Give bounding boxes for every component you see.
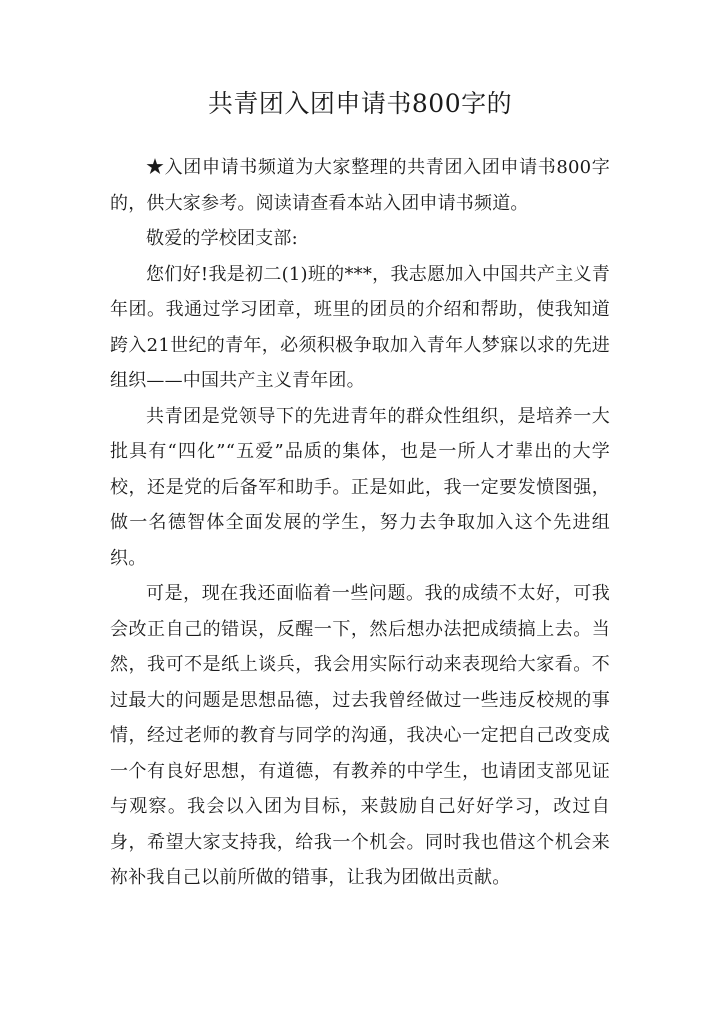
body-paragraph-3: 可是，现在我还面临着一些问题。我的成绩不太好，可我会改正自己的错误，反醒一下，然后想办法把成绩搞上去。当然，我可不是纸上谈兵，我会用实际行动来表现给大家看。不过最大的问题是思想品德，过去我曾经做过一些违反校规的事情，经过老师的教育与同学的沟通，我决心一定把自己改变成一个有良好思想，有道德，有教养的中学生，也请团支部见证与观察。我会以入团为目标，来鼓励自己好好学习，改过自身，希望大家支持我，给我一个机会。同时我也借这个机会来祢补我自己以前所做的错事，让我为团做出贡献。 [110,583,610,888]
document-page [110,80,610,896]
salutation-paragraph: 敬爱的学校团支部: [146,228,298,249]
body-paragraph-1: 您们好!我是初二(1)班的***，我志愿加入中国共产主义青年团。我通过学习团章，班里的团员的介绍和帮助，使我知道跨入21世纪的青年，必须积极争取加入青年人梦寐以求的先进组织——中国共产主义青年团。 [110,263,610,391]
body-paragraph-2: 共青团是党领导下的先进青年的群众性组织，是培养一大批具有“四化”“五爱”品质的集体，也是一所人才辈出的大学校，还是党的后备军和助手。正是如此，我一定要发愤图强，做一名德智体全面发展的学生，努力去争取加入这个先进组织。 [110,405,610,569]
intro-paragraph: ★入团申请书频道为大家整理的共青团入团申请书800字的，供大家参考。阅读请查看本站入团申请书频道。 [110,157,610,214]
document-title: 共青团入团申请书800字的 [207,89,513,118]
